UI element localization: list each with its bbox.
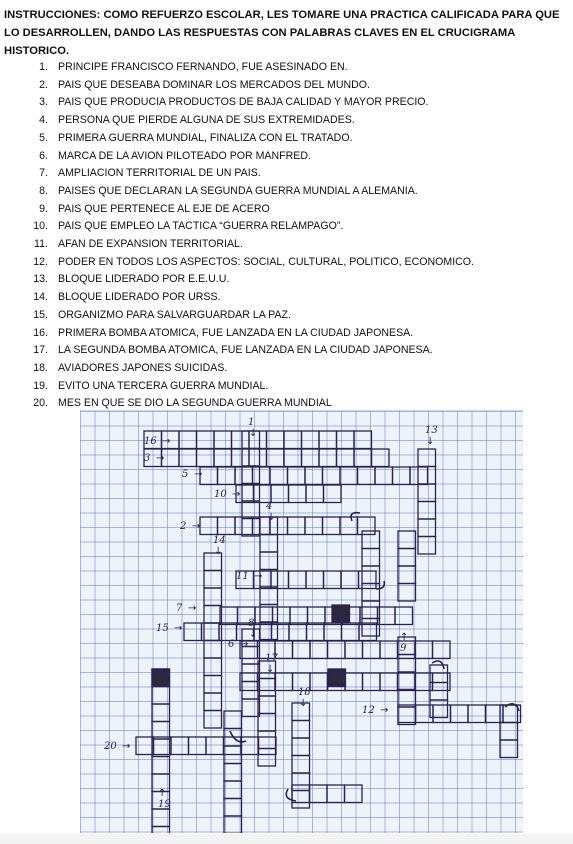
word-19b-cell xyxy=(224,711,242,729)
word-2-cell xyxy=(340,517,358,535)
word-18-cell xyxy=(292,721,310,739)
question-text: BLOQUE LIDERADO POR URSS. xyxy=(58,291,221,304)
word-16-cell xyxy=(232,431,250,449)
word-10-cell xyxy=(324,485,342,503)
word-15-cell xyxy=(342,623,360,641)
clue-number: 16 xyxy=(144,436,157,447)
word-19b-cell xyxy=(224,816,242,833)
question-number: 10. xyxy=(33,220,48,233)
word-14-cell xyxy=(204,588,222,606)
word-3-cell xyxy=(214,449,232,467)
question-number: 3. xyxy=(39,96,48,109)
clue-arrow-icon: → xyxy=(254,571,263,582)
word-12-cell xyxy=(468,705,486,723)
question-item xyxy=(28,165,474,183)
word-clue-row xyxy=(363,673,381,691)
clue-arrow-icon: → xyxy=(192,521,201,532)
question-text: PRIMERA BOMBA ATOMICA, FUE LANZADA EN LA CIUDAD JAPONESA. xyxy=(58,326,414,339)
question-item xyxy=(28,271,474,289)
question-number: 14. xyxy=(33,291,48,304)
clue-number: 17 xyxy=(265,653,278,664)
word-20-cell xyxy=(171,737,189,755)
clue-mark xyxy=(236,571,262,582)
word-2-cell xyxy=(323,517,341,535)
question-number: 11. xyxy=(34,238,48,251)
word-10-cell xyxy=(289,485,307,503)
clue-mark xyxy=(213,535,226,557)
word-10-cell xyxy=(271,485,289,503)
word-18-cell xyxy=(292,773,310,791)
clue-arrow-icon: → xyxy=(174,623,183,634)
word-19-cell xyxy=(152,757,170,775)
clue-number: 14 xyxy=(213,535,226,546)
word-3-cell xyxy=(197,449,215,467)
word-17-cell xyxy=(258,696,276,714)
word-9b-cell xyxy=(398,549,416,567)
word-13-cell xyxy=(418,519,436,537)
word-9b-cell xyxy=(398,531,416,549)
question-text: AVIADORES JAPONES SUICIDAS. xyxy=(58,361,228,374)
question-item xyxy=(28,94,474,112)
clue-number: 20 xyxy=(104,741,117,752)
question-number: 19. xyxy=(33,379,48,392)
question-number: 12. xyxy=(33,255,48,268)
question-item xyxy=(28,130,474,148)
word-2-cell xyxy=(358,517,376,535)
word-1-cell xyxy=(242,519,260,537)
word-19-cell xyxy=(152,809,170,827)
word-3-cell xyxy=(249,449,267,467)
word-2-cell xyxy=(235,517,253,535)
blocked-cell xyxy=(152,669,170,687)
word-9a-cell xyxy=(362,566,380,584)
word-4-cell xyxy=(260,570,278,588)
question-number: 2. xyxy=(39,78,48,91)
word-14-cell xyxy=(204,711,222,729)
clue-mark xyxy=(265,501,275,523)
clue-arrow-icon: ↓ xyxy=(249,629,258,640)
word-3-cell xyxy=(372,449,390,467)
question-text: ORGANIZMO PARA SALVARGUARDAR LA PAZ. xyxy=(58,308,291,321)
clue-number: 19 xyxy=(158,799,171,810)
question-number: 15. xyxy=(33,308,48,321)
word-6-cell xyxy=(345,641,363,659)
question-item xyxy=(28,183,474,201)
word-11-cell xyxy=(271,571,289,589)
word-5-cell xyxy=(270,467,288,485)
word-5-cell xyxy=(375,467,393,485)
clue-number: 15 xyxy=(156,623,169,634)
word-15-cell xyxy=(307,623,325,641)
word-5-cell xyxy=(200,467,218,485)
word-9-cell xyxy=(398,672,416,690)
question-item xyxy=(28,289,474,307)
word-12-cell xyxy=(451,705,469,723)
question-text: AFAN DE EXPANSION TERRITORIAL. xyxy=(58,238,243,251)
word-4-cell xyxy=(260,535,278,553)
word-16-cell xyxy=(214,431,232,449)
clue-mark xyxy=(144,436,170,447)
word-8-cell xyxy=(242,699,260,717)
question-item xyxy=(28,342,474,360)
clue-mark xyxy=(265,653,278,675)
word-10-cell xyxy=(306,485,324,503)
question-item xyxy=(28,236,474,254)
word-3-cell xyxy=(302,449,320,467)
word-6-cell xyxy=(293,641,311,659)
crossword-photo xyxy=(80,410,523,833)
word-5-cell xyxy=(323,467,341,485)
word-17-cell xyxy=(258,749,276,767)
word-6-cell xyxy=(380,641,398,659)
word-15-cell xyxy=(289,623,307,641)
word-15-cell xyxy=(272,623,290,641)
question-number: 20. xyxy=(33,397,48,410)
word-12c-cell xyxy=(500,723,518,741)
word-2-cell xyxy=(200,517,218,535)
word-14-cell xyxy=(204,676,222,694)
word-5-cell xyxy=(253,467,271,485)
clue-arrow-icon: → xyxy=(240,639,249,650)
word-3-cell xyxy=(179,449,197,467)
word-13-cell xyxy=(418,502,436,520)
word-bottom-cell xyxy=(310,785,328,803)
question-item xyxy=(28,307,474,325)
word-3-cell xyxy=(267,449,285,467)
question-item xyxy=(28,59,474,77)
instructions-header: INSTRUCCIONES: COMO REFUERZO ESCOLAR, LES TOMARE UNA PRACTICA CALIFICADA PARA QUE LO DESARROLLEN, DANDO LAS RESPUESTAS CON PALABRAS CLAVES EN EL CRUCIGRAMA HISTORICO. xyxy=(4,9,560,57)
question-number: 7. xyxy=(39,167,48,180)
clue-number: 6 xyxy=(228,639,235,650)
clue-number: 10 xyxy=(214,489,227,500)
word-16-cell xyxy=(197,431,215,449)
clue-arrow-icon: → xyxy=(232,489,241,500)
word-18-cell xyxy=(292,791,310,809)
clue-mark xyxy=(298,687,311,709)
clue-number: 18 xyxy=(298,687,311,698)
clue-arrow-icon: → xyxy=(162,436,171,447)
question-text: PAISES QUE DECLARAN LA SEGUNDA GUERRA MUNDIAL A ALEMANIA. xyxy=(58,184,418,197)
word-16-cell xyxy=(302,431,320,449)
word-15-cell xyxy=(324,623,342,641)
question-item xyxy=(28,148,474,166)
word-14-cell xyxy=(204,571,222,589)
clue-number: 3 xyxy=(144,453,151,464)
clue-mark xyxy=(362,705,388,716)
question-item xyxy=(28,112,474,130)
clue-mark xyxy=(176,603,196,614)
word-6-cell xyxy=(363,641,381,659)
word-5-cell xyxy=(218,467,236,485)
question-item xyxy=(28,77,474,95)
word-clue-row xyxy=(275,673,293,691)
word-9a-cell xyxy=(362,549,380,567)
word-3-cell xyxy=(284,449,302,467)
word-3-cell xyxy=(337,449,355,467)
word-17-cell xyxy=(258,731,276,749)
question-text: PODER EN TODOS LOS ASPECTOS: SOCIAL, CULTURAL, POLITICO, ECONOMICO. xyxy=(58,255,474,268)
word-1-cell xyxy=(242,484,260,502)
question-number: 17. xyxy=(33,344,48,357)
clue-mark xyxy=(214,489,240,500)
word-9b-cell xyxy=(398,566,416,584)
question-text: PERSONA QUE PIERDE ALGUNA DE SUS EXTREMIDADES. xyxy=(58,114,355,127)
word-3-cell xyxy=(354,449,372,467)
question-number: 1. xyxy=(39,61,48,73)
word-19-cell xyxy=(152,704,170,722)
question-text: AMPLIACION TERRITORIAL DE UN PAIS. xyxy=(58,167,261,180)
word-20-cell xyxy=(189,737,207,755)
clue-number: 9 xyxy=(400,643,407,654)
question-text: PAIS QUE PERTENECE AL EJE DE ACERO xyxy=(58,202,270,215)
page-bottom-strip xyxy=(0,834,573,844)
clue-mark xyxy=(156,623,182,634)
word-7-cell xyxy=(308,607,326,625)
word-17-cell xyxy=(258,679,276,697)
word-5-cell xyxy=(235,467,253,485)
question-text: EVITO UNA TERCERA GUERRA MUNDIAL. xyxy=(58,379,269,392)
word-bottom-cell xyxy=(345,785,363,803)
question-number: 8. xyxy=(39,184,48,197)
word-14-cell xyxy=(204,606,222,624)
word-20-cell xyxy=(259,737,277,755)
word-clue-row xyxy=(398,673,416,691)
clue-mark xyxy=(248,417,257,439)
question-text: BLOQUE LIDERADO POR E.E.U.U. xyxy=(58,273,230,286)
clue-arrow-icon: → xyxy=(156,453,165,464)
word-14-cell xyxy=(204,641,222,659)
clue-arrow-icon: → xyxy=(380,705,389,716)
question-text: PAIS QUE PRODUCIA PRODUCTOS DE BAJA CALIDAD Y MAYOR PRECIO. xyxy=(58,96,429,109)
blocked-cell xyxy=(332,605,350,623)
question-number: 6. xyxy=(39,149,48,162)
question-text: MES EN QUE SE DIO LA SEGUNDA GUERRA MUNDIAL xyxy=(58,397,332,410)
word-15-cell xyxy=(184,623,202,641)
clue-arrow-icon: ↓ xyxy=(426,436,435,447)
word-16-cell xyxy=(354,431,372,449)
clue-arrow-icon: ↓ xyxy=(214,546,223,557)
word-14-cell xyxy=(204,693,222,711)
curved-arrow-icon xyxy=(376,581,384,589)
clue-mark xyxy=(182,469,202,480)
word-5-cell xyxy=(288,467,306,485)
word-18-cell xyxy=(292,738,310,756)
question-number: 18. xyxy=(33,361,48,374)
word-13-cell xyxy=(418,484,436,502)
word-9b-cell xyxy=(398,584,416,602)
blocked-cell xyxy=(328,669,346,687)
question-text: PAIS QUE EMPLEO LA TACTICA “GUERRA RELAMPAGO”. xyxy=(58,220,344,233)
word-19-cell xyxy=(152,687,170,705)
clue-arrow-icon: ↓ xyxy=(249,428,258,439)
clue-mark xyxy=(179,521,200,532)
word-9-cell xyxy=(398,655,416,673)
word-20-cell xyxy=(136,737,154,755)
word-5-cell xyxy=(358,467,376,485)
word-9a-cell xyxy=(362,531,380,549)
word-7-cell xyxy=(290,607,308,625)
word-1-cell xyxy=(242,501,260,519)
word-6-cell xyxy=(433,641,451,659)
question-number: 13. xyxy=(33,273,48,286)
question-text: PAIS QUE DESEABA DOMINAR LOS MERCADOS DEL MUNDO. xyxy=(58,78,370,91)
clue-arrow-icon: → xyxy=(122,741,131,752)
clue-arrow-icon: ↑ xyxy=(400,632,409,643)
word-16-cell xyxy=(319,431,337,449)
clue-mark xyxy=(425,425,438,447)
word-1-cell xyxy=(242,449,260,467)
word-5-cell xyxy=(393,467,411,485)
word-19b-cell xyxy=(224,781,242,799)
question-item xyxy=(28,325,474,343)
word-bottom-cell xyxy=(292,785,310,803)
question-text: MARCA DE LA AVION PILOTEADO POR MANFRED. xyxy=(58,149,311,162)
question-number: 5. xyxy=(39,131,48,144)
clue-mark xyxy=(144,453,164,464)
clue-number: 8 xyxy=(248,618,255,629)
clue-arrow-icon: → xyxy=(188,603,197,614)
clue-mark xyxy=(400,632,408,654)
question-item xyxy=(28,360,474,378)
clue-number: 13 xyxy=(425,425,438,436)
clue-arrow-icon: ↓ xyxy=(266,664,275,675)
word-11-cell xyxy=(289,571,307,589)
question-item xyxy=(28,254,474,272)
clue-arrow-icon: ↑ xyxy=(158,788,167,799)
word-11-cell xyxy=(324,571,342,589)
word-11-cell xyxy=(359,571,377,589)
word-2-cell xyxy=(218,517,236,535)
word-14-cell xyxy=(204,658,222,676)
crossword-grid xyxy=(80,411,523,833)
word-20-cell xyxy=(206,737,224,755)
word-11-cell xyxy=(341,571,359,589)
word-16-cell xyxy=(267,431,285,449)
word-13-cell xyxy=(418,449,436,467)
word-7-cell xyxy=(395,607,413,625)
word-18-cell xyxy=(292,756,310,774)
word-16-cell xyxy=(179,431,197,449)
word-13-cell xyxy=(418,467,436,485)
clue-arrow-icon: → xyxy=(194,469,203,480)
word-5-cell xyxy=(410,467,428,485)
question-number: 16. xyxy=(33,326,48,339)
word-clue-row xyxy=(310,673,328,691)
word-20-cell xyxy=(241,737,259,755)
word-19b-cell xyxy=(224,764,242,782)
word-16-cell xyxy=(284,431,302,449)
word-10-cell xyxy=(254,485,272,503)
question-text: PRIMERA GUERRA MUNDIAL, FINALIZA CON EL TRATADO. xyxy=(58,131,353,144)
clue-number: 1 xyxy=(248,417,255,428)
word-3-cell xyxy=(319,449,337,467)
question-item xyxy=(28,201,474,219)
clue-number: 2 xyxy=(180,521,187,532)
word-3-cell xyxy=(232,449,250,467)
word-16-cell xyxy=(337,431,355,449)
word-bottom-cell xyxy=(327,785,345,803)
word-4-cell xyxy=(260,552,278,570)
question-text: PRINCIPE FRANCISCO FERNANDO, FUE ASESINADO EN. xyxy=(58,61,348,73)
word-clue-row xyxy=(345,673,363,691)
word-9a-cell xyxy=(362,584,380,602)
clue-mark xyxy=(248,618,257,640)
word-13-cell xyxy=(418,537,436,555)
clue-number: 7 xyxy=(176,603,183,614)
question-item xyxy=(28,218,474,236)
word-17-cell xyxy=(258,714,276,732)
word-1-cell xyxy=(242,466,260,484)
clue-arrow-icon: ↓ xyxy=(299,698,308,709)
word-19-cell xyxy=(152,827,170,834)
word-2-cell xyxy=(288,517,306,535)
word-6-cell xyxy=(310,641,328,659)
question-item xyxy=(28,378,474,396)
word-19b-cell xyxy=(224,799,242,817)
question-number: 4. xyxy=(39,114,48,127)
word-7-cell xyxy=(220,607,238,625)
word-5-cell xyxy=(305,467,323,485)
word-clue-row xyxy=(380,673,398,691)
clue-arrow-icon: ↓ xyxy=(267,512,276,523)
clue-number: 11 xyxy=(236,571,249,582)
question-list xyxy=(28,59,474,413)
word-5-cell xyxy=(340,467,358,485)
clue-number: 5 xyxy=(182,469,189,480)
word-4-cell xyxy=(260,587,278,605)
clue-number: 12 xyxy=(362,705,375,716)
word-6-cell xyxy=(328,641,346,659)
word-2-cell xyxy=(305,517,323,535)
clue-number: 4 xyxy=(266,501,273,512)
question-text: LA SEGUNDA BOMBA ATOMICA, FUE LANZADA EN LA CIUDAD JAPONESA. xyxy=(58,344,433,357)
question-number: 9. xyxy=(39,202,48,215)
clue-mark xyxy=(103,741,130,752)
word-11-cell xyxy=(306,571,324,589)
word-12c-cell xyxy=(500,740,518,758)
word-6-cell xyxy=(415,641,433,659)
